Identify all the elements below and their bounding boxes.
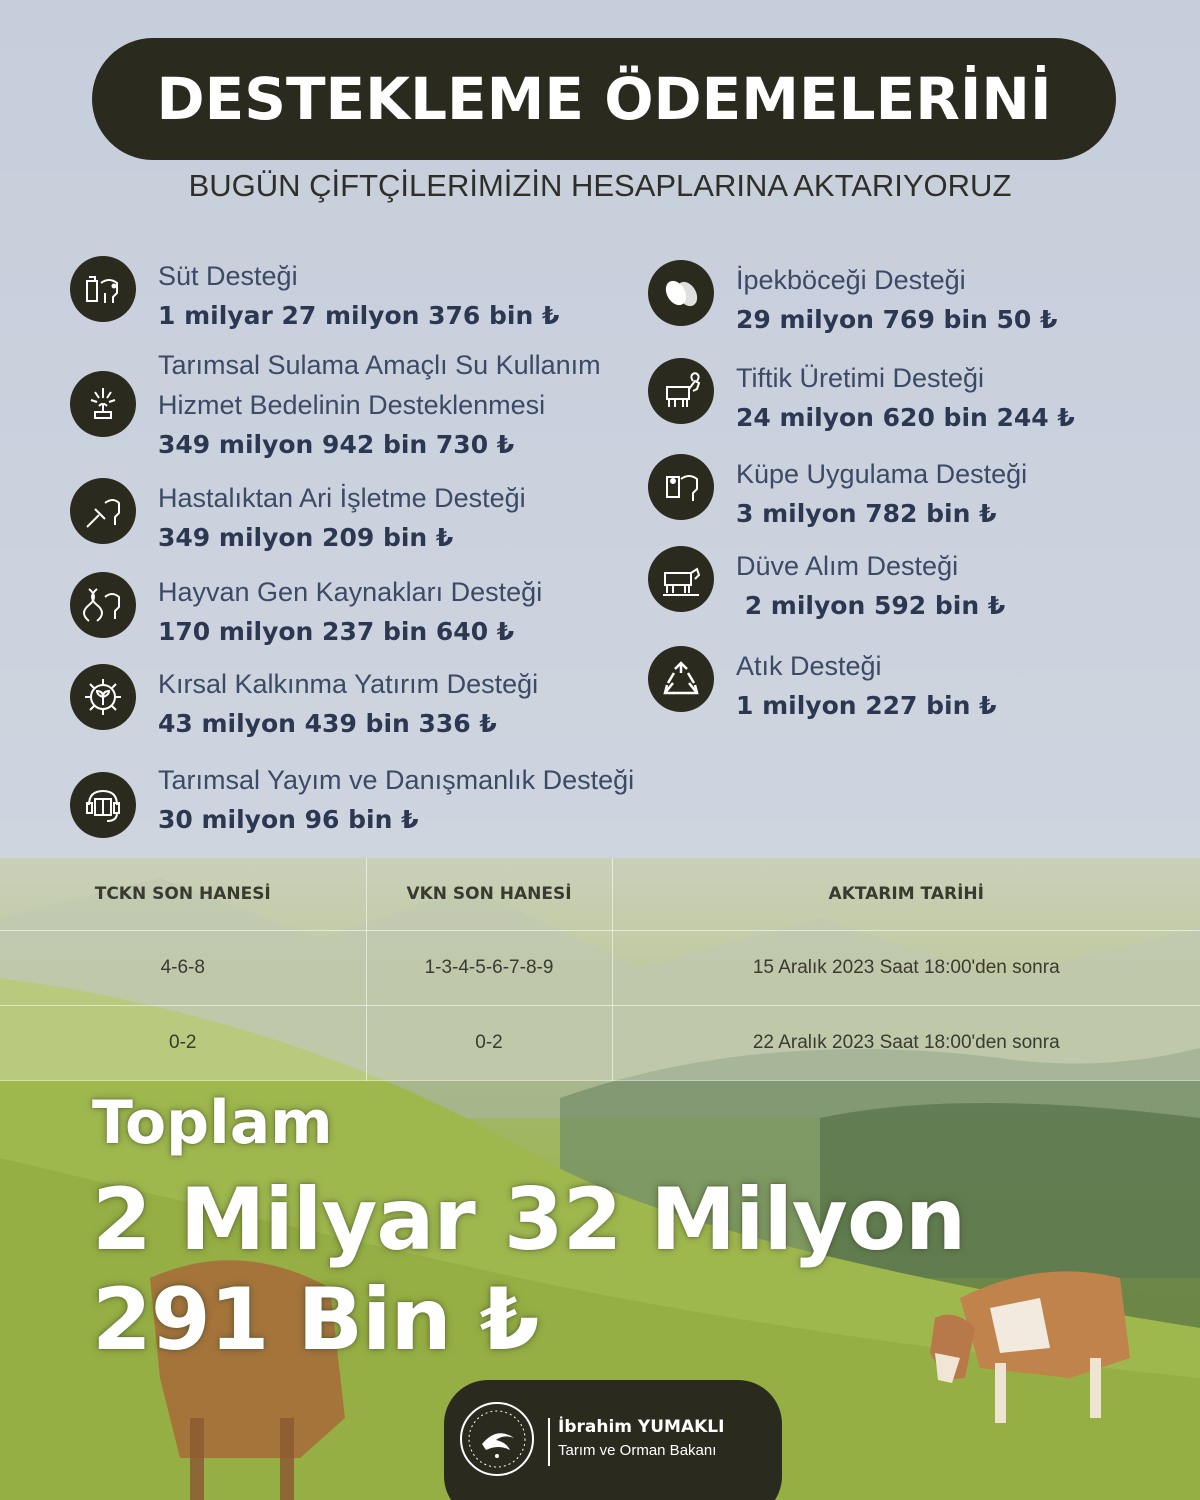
table-cell: 0-2: [0, 1005, 366, 1080]
support-item-waste: [648, 646, 997, 726]
column-header: TCKN SON HANESİ: [0, 858, 366, 930]
ministry-seal-icon: [456, 1398, 538, 1480]
minister-name: İbrahim YUMAKLI: [558, 1417, 725, 1437]
support-item-mohair: [648, 358, 1075, 438]
support-amount: 24 milyon 620 bin 244 ₺: [736, 403, 1075, 432]
support-amount: 1 milyar 27 milyon 376 bin ₺: [158, 301, 560, 330]
irrigation-icon: [70, 371, 136, 437]
column-header: AKTARIM TARİHİ: [612, 858, 1200, 930]
support-item-disease-free: [70, 478, 526, 558]
schedule-table: [0, 858, 1200, 1081]
support-amount: 3 milyon 782 bin ₺: [736, 499, 997, 528]
total-amount-line1: 2 Milyar 32 Milyon: [92, 1170, 966, 1270]
milk-cow-icon: [70, 256, 136, 322]
heifer-icon: [648, 546, 714, 612]
support-item-rural-development: [70, 664, 538, 744]
schedule-table-panel: [0, 858, 1200, 1080]
table-cell: 15 Aralık 2023 Saat 18:00'den sonra: [612, 930, 1200, 1005]
table-row: [0, 1005, 1200, 1080]
gear-sprout-icon: [70, 664, 136, 730]
table-cell: 22 Aralık 2023 Saat 18:00'den sonra: [612, 1005, 1200, 1080]
page-subtitle: BUGÜN ÇİFTÇİLERİMİZİN HESAPLARINA AKTARIYORUZ: [188, 168, 1012, 203]
recycle-icon: [648, 646, 714, 712]
support-amount: 29 milyon 769 bin 50 ₺: [736, 305, 1058, 334]
support-amount: 349 milyon 209 bin ₺: [158, 523, 454, 552]
table-header-row: [0, 858, 1200, 930]
support-item-silkworm: [648, 260, 1057, 340]
support-label: İpekböceği Desteği: [736, 265, 966, 295]
support-amount: 349 milyon 942 bin 730 ₺: [158, 430, 515, 459]
support-label: Hayvan Gen Kaynakları Desteği: [158, 577, 543, 607]
support-label: Hastalıktan Ari İşletme Desteği: [158, 483, 526, 513]
support-item-extension-consulting: [70, 760, 634, 840]
support-label: Kırsal Kalkınma Yatırım Desteği: [158, 669, 539, 699]
column-header: VKN SON HANESİ: [366, 858, 612, 930]
footer-divider: [548, 1418, 550, 1466]
support-label: Küpe Uygulama Desteği: [736, 459, 1028, 489]
minister-title: Tarım ve Orman Bakanı: [558, 1442, 717, 1459]
support-item-irrigation: [70, 345, 601, 465]
support-item-milk: [70, 256, 559, 336]
support-amount: 43 milyon 439 bin 336 ₺: [158, 709, 497, 738]
support-label-line2: Hizmet Bedelinin Desteklenmesi: [158, 390, 546, 420]
support-item-heifer-purchase: [648, 546, 1005, 626]
dna-cow-icon: [70, 572, 136, 638]
title-banner: [92, 38, 1116, 160]
table-cell: 1-3-4-5-6-7-8-9: [366, 930, 612, 1005]
support-label: Tarımsal Yayım ve Danışmanlık Desteği: [158, 765, 635, 795]
page-title: DESTEKLEME ÖDEMELERİNİ: [156, 65, 1052, 133]
support-item-gene-resources: [70, 572, 542, 652]
support-label: Süt Desteği: [158, 261, 298, 291]
table-cell: 4-6-8: [0, 930, 366, 1005]
support-label: Atık Desteği: [736, 651, 882, 681]
goat-icon: [648, 358, 714, 424]
total-amount-line2: 291 Bin ₺: [92, 1270, 539, 1370]
total-label: Toplam: [92, 1088, 333, 1158]
support-item-ear-tag: [648, 454, 1027, 534]
support-amount: 2 milyon 592 bin ₺: [736, 591, 1006, 620]
cocoon-icon: [648, 260, 714, 326]
support-amount: 1 milyon 227 bin ₺: [736, 691, 997, 720]
table-cell: 0-2: [366, 1005, 612, 1080]
table-row: [0, 930, 1200, 1005]
vaccine-cow-icon: [70, 478, 136, 544]
support-label: Düve Alım Desteği: [736, 551, 959, 581]
support-label: Tarımsal Sulama Amaçlı Su Kullanım: [158, 350, 601, 380]
support-amount: 170 milyon 237 bin 640 ₺: [158, 617, 515, 646]
support-label: Tiftik Üretimi Desteği: [736, 363, 985, 393]
support-amount: 30 milyon 96 bin ₺: [158, 805, 419, 834]
book-headset-icon: [70, 772, 136, 838]
ear-tag-icon: [648, 454, 714, 520]
